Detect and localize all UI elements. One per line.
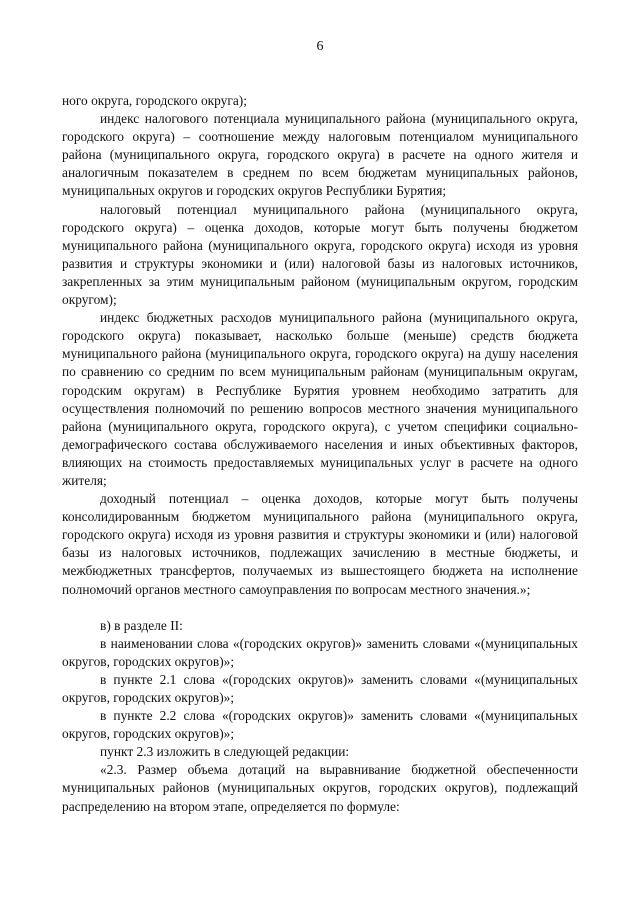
paragraph-title-amendment: в наименовании слова «(городских округов)» заменить словами «(муниципальных округов, городских округов)»; [62, 635, 578, 669]
paragraph-tax-potential-index: индекс налогового потенциала муниципального района (муниципального округа, городского округа) – соотношение между налоговым потенциалом муниципального района (муниципального округа, городского округа) в расчете на одного жителя и аналогичным показателем в среднем по всем бюджетам муниципальных районов, муниципальных округов и городских округов Республики Бурятия; [62, 111, 578, 199]
paragraph-item-2-3-text: «2.3. Размер объема дотаций на выравнивание бюджетной обеспеченности муниципальных районов (муниципальных округов, городских округов), подлежащий распределению на втором этапе, определяется по формуле: [62, 762, 578, 814]
paragraph-budget-expenditure-index: индекс бюджетных расходов муниципального района (муниципального округа, городского округа) показывает, насколько больше (меньше) средств бюджета муниципального района (муниципального округа, городского округа) на душу населения по сравнению со средним по всем муниципальным районам (муниципальным округам, городским округам) в Республике Бурятия уровнем необходимо затратить для осуществления полномочий по решению вопросов местного значения муниципального района (муниципального округа, городского округа), с учетом специфики социально-демографического состава обслуживаемого населения и иных объективных факторов, влияющих на стоимость предоставляемых муниципальных услуг в расчете на одного жителя; [62, 310, 578, 488]
page-number: 6 [316, 39, 324, 54]
document-body [62, 92, 578, 816]
paragraph-item-2-2: в пункте 2.2 слова «(городских округов)» заменить словами «(муниципальных округов, городских округов)»; [62, 708, 578, 742]
paragraph-section-ii: в) в разделе II: [100, 617, 183, 633]
paragraph-item-2-1: в пункте 2.1 слова «(городских округов)» заменить словами «(муниципальных округов, городских округов)»; [62, 671, 578, 705]
paragraph-gap [62, 599, 578, 617]
paragraph-continuation: ного округа, городского округа); [62, 93, 247, 108]
paragraph-revenue-potential: доходный потенциал – оценка доходов, которые могут быть получены консолидированным бюджетом муниципального района (муниципального округа, городского округа) исходя из уровня развития и структуры экономики и (или) налоговой базы из налоговых источников, подлежащих зачислению в местные бюджеты, и межбюджетных трансфертов, получаемых из вышестоящего бюджета на исполнение полномочий органов местного самоуправления по вопросам местного значения.»; [62, 491, 578, 597]
paragraph-item-2-3-intro: пункт 2.3 изложить в следующей редакции: [100, 744, 350, 760]
paragraph-tax-potential: налоговый потенциал муниципального района (муниципального округа, городского округа) – оценка доходов, которые могут быть получены бюджетом муниципального района (муниципального округа, городского округа) исходя из уровня развития и структуры экономики и (или) налоговой базы из налоговых источников, закрепленных за этим муниципальным районом (муниципальным округом, городским округом); [62, 201, 578, 308]
